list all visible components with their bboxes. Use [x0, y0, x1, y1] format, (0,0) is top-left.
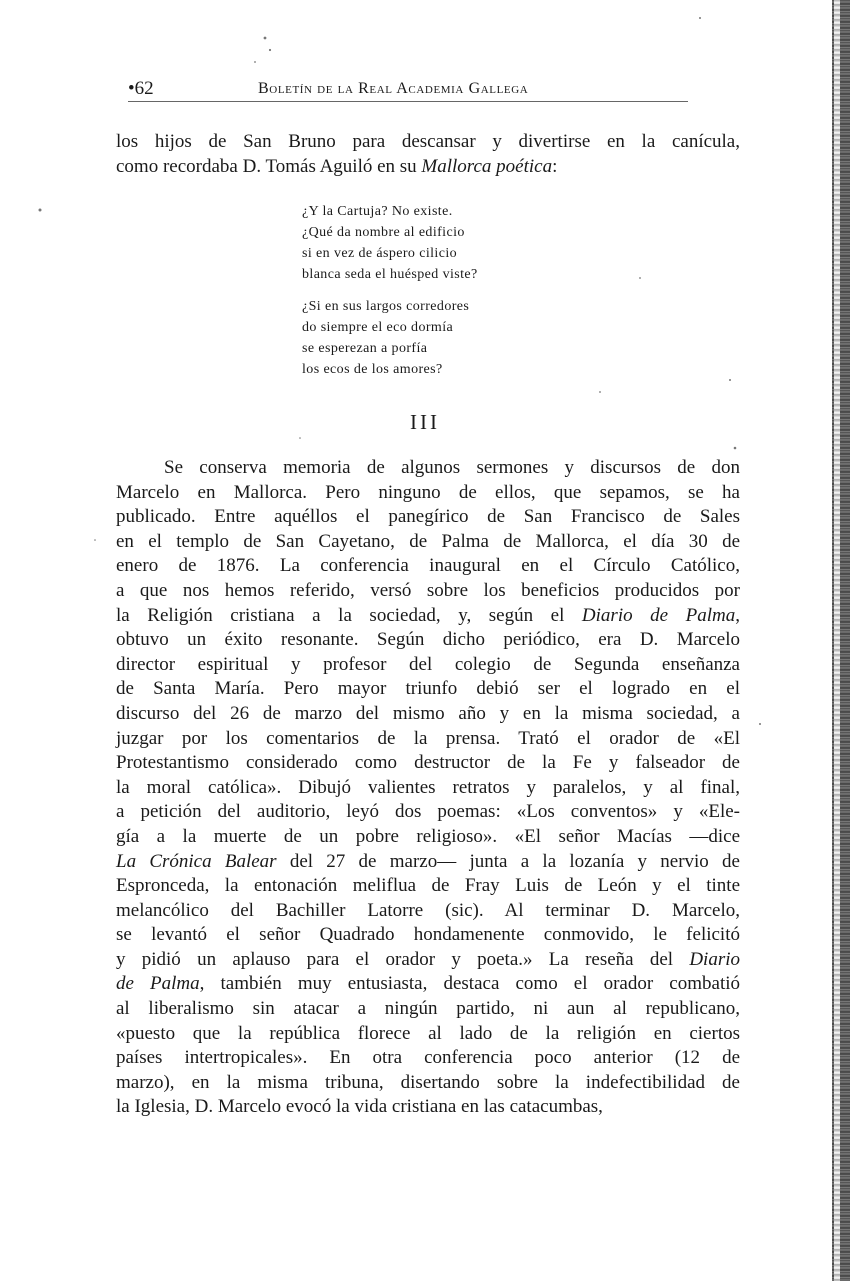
text-line: Protestantismo considerado como destructor de la Fe y falseador de: [116, 752, 740, 774]
poem-line: blanca seda el huésped viste?: [302, 267, 478, 282]
text-line: gía a la muerte de un pobre religioso». «El señor Macías —dice: [116, 825, 740, 847]
intro-line-with-title: como recordaba D. Tomás Aguiló en su Mallorca poética:: [116, 155, 558, 177]
text-line: obtuvo un éxito resonante. Según dicho periódico, era D. Marcelo: [116, 629, 740, 651]
text-line: La Crónica Balear del 27 de marzo— junta a la lozanía y nervio de: [116, 850, 740, 872]
poem-line: se esperezan a porfía: [302, 341, 428, 356]
text-line: director espiritual y profesor del colegio de Segunda enseñanza: [116, 653, 740, 675]
poem-line: ¿Y la Cartuja? No existe.: [302, 204, 453, 219]
poem-line: los ecos de los amores?: [302, 362, 443, 377]
text-line: los hijos de San Bruno para descansar y divertirse en la canícula,: [116, 131, 740, 152]
text-line: de Santa María. Pero mayor triunfo debió ser el logrado en el: [116, 678, 740, 700]
poem-line: do siempre el eco dormía: [302, 320, 454, 335]
text-line: enero de 1876. La conferencia inaugural en el Círculo Católico,: [116, 555, 740, 577]
poem-line: ¿Si en sus largos corredores: [302, 299, 470, 314]
text-line: publicado. Entre aquéllos el panegírico de San Francisco de Sales: [116, 506, 740, 528]
header-rule: [128, 101, 688, 102]
section-heading: III: [410, 410, 440, 434]
text-line: discurso del 26 de marzo del mismo año y en la misma sociedad, a: [116, 702, 740, 724]
text-line: de Palma, también muy entusiasta, destaca como el orador combatió: [116, 973, 741, 995]
text-line: melancólico del Bachiller Latorre (sic). Al terminar D. Marcelo,: [116, 899, 740, 921]
text-line: Se conserva memoria de algunos sermones y discursos de don: [164, 457, 740, 478]
text-line: [116, 155, 740, 180]
text-line: países intertropicales». En otra conferencia poco anterior (12 de: [116, 1047, 740, 1069]
poem-line: ¿Qué da nombre al edificio: [302, 225, 465, 240]
text-line: y pidió un aplauso para el orador y poeta.» La reseña del Diario: [116, 948, 740, 970]
text-line: Espronceda, la entonación meliflua de Fray Luis de León y el tinte: [116, 875, 740, 897]
text-line: al liberalismo sin atacar a ningún partido, ni aun al republicano,: [116, 998, 740, 1020]
running-title: Boletín de la Real Academia Gallega: [258, 80, 529, 97]
text-line: la Religión cristiana a la sociedad, y, según el Diario de Palma,: [116, 604, 740, 626]
text-line: «puesto que la república florece al lado de la religión en ciertos: [116, 1022, 740, 1044]
poem-stanza-2: [302, 296, 469, 380]
running-header: [128, 78, 638, 102]
text-line: marzo), en la misma tribuna, disertando sobre la indefectibilidad de: [116, 1071, 740, 1093]
text-line: la Iglesia, D. Marcelo evocó la vida cristiana en las catacumbas,: [116, 1096, 603, 1118]
body-paragraph: [116, 456, 740, 1120]
page-edge-highlight: [834, 0, 840, 1281]
intro-paragraph: [116, 130, 740, 179]
text-line: la moral católica». Dibujó valientes retratos y paralelos, y al final,: [116, 776, 740, 798]
poem-line: si en vez de áspero cilicio: [302, 246, 458, 261]
text-line: juzgar por los comentarios de la prensa. Trató el orador de «El: [116, 727, 740, 749]
text-line: a petición del auditorio, leyó dos poemas: «Los conventos» y «Ele-: [116, 801, 740, 823]
poem-stanza-1: [302, 201, 478, 285]
text-line: se levantó el señor Quadrado hondamenente conmovido, le felicitó: [116, 924, 740, 946]
text-line: a que nos hemos referido, versó sobre los beneficios producidos por: [116, 579, 740, 601]
text-line: Marcelo en Mallorca. Pero ninguno de ellos, que sepamos, se ha: [116, 481, 740, 503]
page-number: •62: [128, 78, 154, 99]
text-line: en el templo de San Cayetano, de Palma de Mallorca, el día 30 de: [116, 530, 740, 552]
